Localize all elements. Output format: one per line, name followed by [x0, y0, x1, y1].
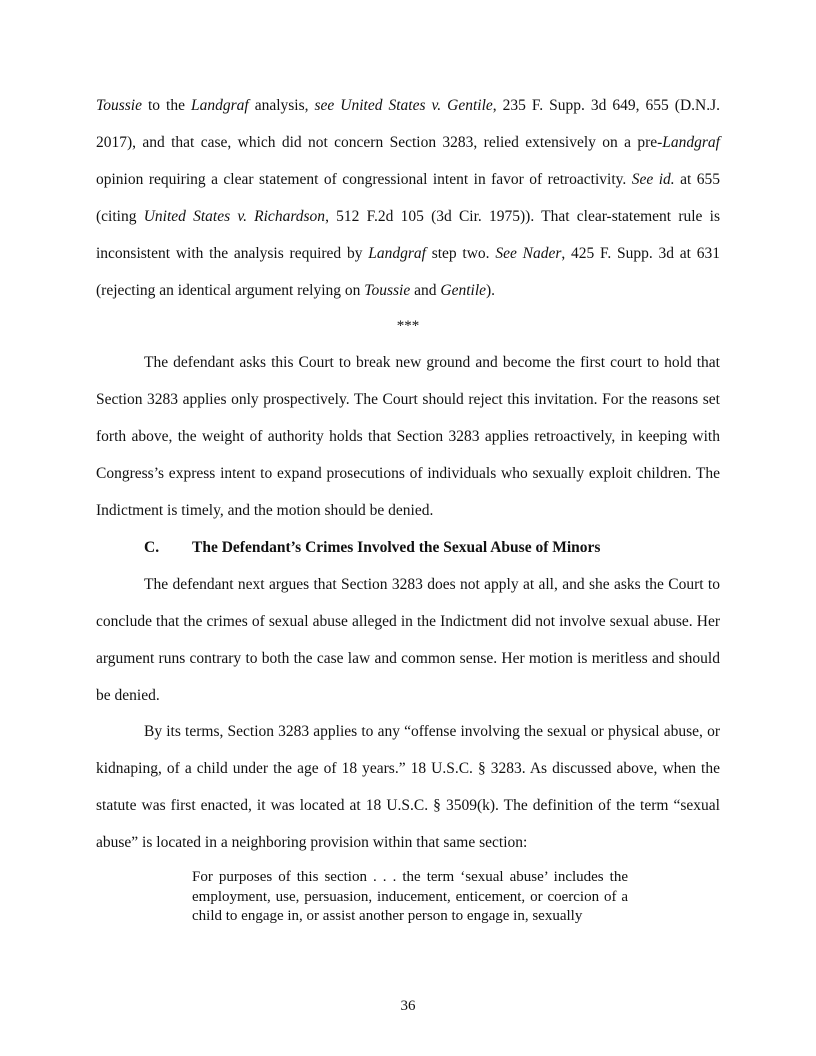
paragraph-conclusion: The defendant asks this Court to break new ground and become the first court to hold that Section 3283 applies only prospectively. The Court should reject this invitation. For the reasons set forth above, the weight of authority holds that Section 3283 applies retroactively, in keeping with Congress’s express intent to expand prosecutions of individuals who sexually exploit children. The Indictment is timely, and the motion should be denied.	[96, 354, 720, 519]
section-separator: ***	[396, 318, 420, 334]
text-run: , 512 F.2d 105 (3d Cir. 1975)). That clear-statement rule is inconsistent with the analysis required by	[96, 208, 720, 262]
section-heading-letter: C.	[144, 539, 160, 556]
case-citation-italic: see United States v. Gentile	[314, 97, 493, 114]
section-heading-c	[144, 534, 720, 562]
case-citation-italic: See Nader	[495, 245, 562, 262]
text-run: , 425 F. Supp. 3d at 631 (rejecting an identical argument relying on	[96, 245, 721, 299]
case-citation-italic: United States v. Richardson	[143, 208, 326, 225]
case-citation-italic: Toussie	[96, 97, 142, 114]
paragraph-defendant-argument: The defendant next argues that Section 3283 does not apply at all, and she asks the Court to conclude that the crimes of sexual abuse alleged in the Indictment did not involve sexual abuse. Her argument runs contrary to both the case law and common sense. Her motion is meritless and should be denied.	[96, 576, 720, 704]
case-citation-italic: Landgraf	[190, 97, 249, 114]
block-quote-definition: For purposes of this section . . . the term ‘sexual abuse’ includes the employment, use, persuasion, inducement, enticement, or coercion of a child to engage in, or assist another person to engage in, sexually	[192, 869, 628, 924]
case-citation-italic: Landgraf	[368, 245, 426, 262]
text-run: at 655 (citing	[96, 171, 720, 225]
text-run: step two.	[425, 245, 496, 262]
page-number: 36	[400, 998, 416, 1014]
section-heading-text: The Defendant’s Crimes Involved the Sexual Abuse of Minors	[192, 539, 601, 556]
text-run: and	[410, 282, 441, 299]
text-run: analysis,	[248, 97, 315, 114]
text-run: to the	[141, 97, 191, 114]
paragraph-statute-terms: By its terms, Section 3283 applies to any “offense involving the sexual or physical abuse, or kidnaping, of a child under the age of 18 years.” 18 U.S.C. § 3283. As discussed above, when the statute was first enacted, it was located at 18 U.S.C. § 3509(k). The definition of the term “sexual abuse” is located in a neighboring provision within that same section:	[96, 723, 720, 851]
paragraph-citation-continuation	[96, 87, 720, 309]
case-citation-italic: See id.	[631, 171, 675, 188]
case-citation-italic: Landgraf	[662, 134, 720, 151]
case-citation-italic: Gentile	[440, 282, 487, 299]
case-citation-italic: Toussie	[364, 282, 411, 299]
text-run: , 235 F. Supp. 3d 649, 655 (D.N.J. 2017), and that case, which did not concern Section 3283, relied extensively on a pre-	[96, 97, 720, 151]
text-run: opinion requiring a clear statement of congressional intent in favor of retroactivity.	[96, 171, 632, 188]
text-run: ).	[486, 282, 496, 299]
